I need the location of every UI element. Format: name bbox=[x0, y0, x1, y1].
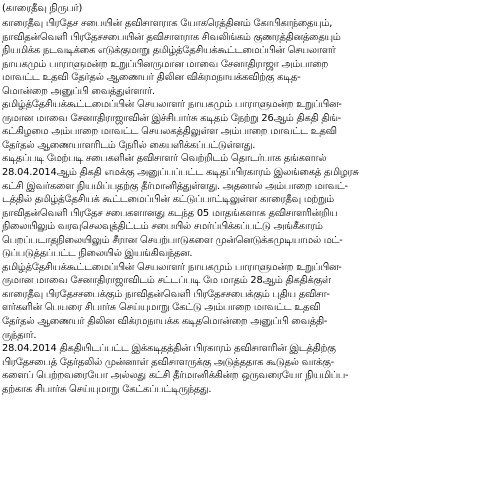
text-line: காரைதீவு பிரதேசசபைக்கும் நாவிதன்வெளி பிரதேசசபைக்கும் புதிய தவிசா- bbox=[2, 288, 330, 300]
text-line: 28.04.2014 திகதியிடப்பட்ட இக்கடிதத்தின் பிரகாரம் தவிசாளரின் இடத்திற்கு bbox=[2, 343, 336, 355]
article-paragraph-2 bbox=[2, 98, 483, 152]
article-paragraph-4 bbox=[2, 261, 483, 342]
text-line: ருமான மாவை சேனாதிராஜாவிடம் சட்டப்படி மே மாதம் 28ஆம் திகதிக்குள் bbox=[2, 275, 331, 287]
byline: (காரைதீவு நிருபர்) bbox=[2, 3, 83, 14]
article-paragraph-5 bbox=[2, 342, 483, 396]
text-line: நிலையிலும் வரவுசெலவுத்திட்டம் சபையில் சமர்ப்பிக்கப்பட்டு அங்கீகாரம் bbox=[2, 221, 323, 233]
text-line: கட்சி இவர்களை நியமிப்பதற்கு தீர்மானித்துள்ளது. அதனால் அம்பாறை மாவட்- bbox=[2, 180, 348, 192]
article-paragraph-3 bbox=[2, 152, 483, 260]
text-line: கட்கிழமை அம்பாறை மாவட்ட செயலகத்திலுள்ள அம்பாறை மாவட்ட உதவி bbox=[2, 126, 337, 138]
text-line: தேர்தல் ஆணையர் திலின விக்ரமநாயக்க கடிதமொன்றை அனுப்பி வைத்தி- bbox=[2, 316, 328, 328]
text-line: மொன்றை அனுப்பி வைத்துள்ளார். bbox=[2, 85, 155, 97]
text-line: ளர்களின் பெயரை சிபார்சு செய்யுமாறு கேட்டு அம்பாறை மாவட்ட உதவி bbox=[2, 302, 321, 314]
text-line: தேர்தல் ஆணையாளரிடம் நேரில் கையளிக்கப்பட்டுள்ளது. bbox=[2, 139, 256, 151]
text-line: நாவிதன்வெளி பிரதேச சபைகளானது கடந்த 05 மாதங்களாக தவிசாளரின்றிய bbox=[2, 207, 338, 219]
news-article bbox=[2, 2, 483, 396]
text-line: களைப் பெற்றவரையோ அல்லது கட்சி தீர்மானிக்கின்ற ஒருவரையோ நியமிப்ப- bbox=[2, 370, 349, 382]
text-line: ருந்தார். bbox=[2, 329, 37, 341]
text-line: பெறப்படாதநிலையிலும் சீரான செயற்பாடுகளை முன்னெடுக்கமுடியாமல் மட்- bbox=[2, 234, 343, 246]
text-line: பிரதேசபைத் தேர்தலில் முன்னாள் தவிசாளருக்கு அடுத்ததாக கூடுதல் வாக்கு- bbox=[2, 356, 334, 368]
text-line: காரைதீவு பிரதேச சபையின் தவிசாளராக யோகரெத்தினம் கோபிகாந்தையும், bbox=[2, 18, 333, 29]
text-line: தற்காக சிபார்சு செய்யுமாறு கேட்கப்பட்டிருந்தது. bbox=[2, 383, 212, 395]
text-line: நாயகமும் பாராளுமன்ற உறுப்பினருமான மாவை சேனாதிராஜா அம்பாறை bbox=[2, 58, 329, 70]
text-line: நாவிதன்வெளி பிரதேசசபையின் தவிசாளராக சிவலிங்கம் குணரத்தினத்தையும் bbox=[2, 31, 341, 43]
text-line: கடிதப்படி மேற்படி சபைகளின் தவிசாளர் வெற்றிடம் தொடர்பாக தங்களால் bbox=[2, 153, 327, 165]
text-line: டுப்படுத்தப்பட்ட நிலையில் இயங்கிவந்தன. bbox=[2, 248, 193, 260]
text-line: டத்தில் தமிழ்த்தேசியக் கூட்டமைப்பின் கட்டுப்பாட்டிலுள்ள காரைதீவு மற்றும் bbox=[2, 194, 334, 206]
text-line: மாவட்ட உதவி தேர்தல் ஆணையர் திலின விக்ரமநாயக்கவிற்கு கடித- bbox=[2, 72, 301, 84]
article-paragraph-1 bbox=[2, 17, 483, 98]
text-line: 28.04.2014ஆம் திகதி எமக்கு அனுப்பப்பட்ட கடிதப்பிரகாரம் இலங்கைத் தமிழரசு bbox=[2, 167, 359, 179]
text-line: ருமான மாவை சேனாதிராஜாவின் இச்சிபார்சு கடிதம் நேற்று 26ஆம் திகதி திங்- bbox=[2, 112, 342, 124]
text-line: நியமிக்க நடவடிக்கை எடுக்குமாறு தமிழ்த்தேசியக்கூட்டமைப்பின் செயலாளர் bbox=[2, 45, 336, 57]
text-line: தமிழ்த்தேசியக்கூட்டமைப்பின் செயலாளர் நாயகமும் பாராளுமன்ற உறுப்பின- bbox=[2, 261, 342, 273]
text-line: தமிழ்த்தேசியக்கூட்டமைப்பின் செயலாளர் நாயகமும் பாராளுமன்ற உறுப்பின- bbox=[2, 99, 342, 111]
